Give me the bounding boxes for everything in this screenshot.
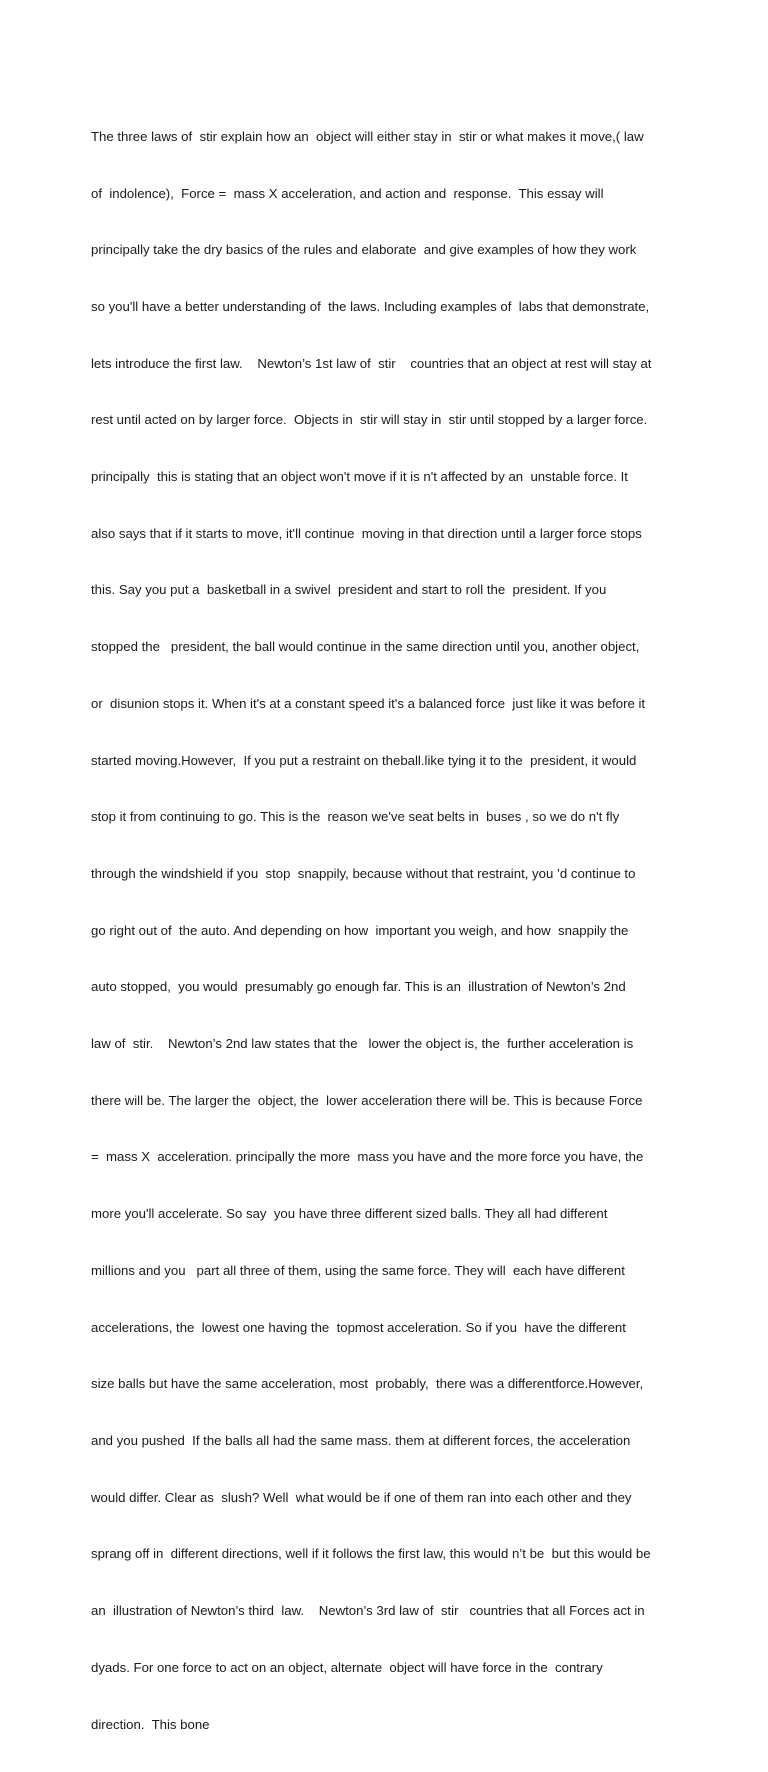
text-line: lets introduce the first law. Newton’s 1st law of stir countries that an object at rest will stay at [91, 355, 652, 371]
text-line: this. Say you put a basketball in a swivel president and start to roll the president. If you [91, 582, 607, 598]
text-line: millions and you part all three of them, using the same force. They will each have different [91, 1262, 625, 1278]
text-line: through the windshield if you stop snappily, because without that restraint, you ’d continue to [91, 865, 636, 881]
text-line: direction. This bone [91, 1716, 210, 1732]
text-line: rest until acted on by larger force. Objects in stir will stay in stir until stopped by a larger force. [91, 412, 648, 428]
text-line: principally this is stating that an object won't move if it is n't affected by an unstable force. It [91, 469, 628, 485]
text-line: stop it from continuing to go. This is the reason we've seat belts in buses , so we do n't fly [91, 809, 620, 825]
text-line: and you pushed If the balls all had the same mass. them at different forces, the acceleration [91, 1432, 631, 1448]
text-line: principally take the dry basics of the rules and elaborate and give examples of how they work [91, 242, 637, 258]
text-line: would differ. Clear as slush? Well what would be if one of them ran into each other and they [91, 1489, 632, 1505]
text-line: more you'll accelerate. So say you have three different sized balls. They all had different [91, 1206, 608, 1222]
text-line: there will be. The larger the object, the lower acceleration there will be. This is because Force [91, 1092, 643, 1108]
text-line: an illustration of Newton’s third law. Newton’s 3rd law of stir countries that all Forces act in [91, 1603, 645, 1619]
text-line: The three laws of stir explain how an object will either stay in stir or what makes it move,( law [91, 128, 644, 144]
text-line: also says that if it starts to move, it'll continue moving in that direction until a larger force stops [91, 525, 642, 541]
text-line: auto stopped, you would presumably go enough far. This is an illustration of Newton’s 2nd [91, 979, 626, 995]
text-line: = mass X acceleration. principally the more mass you have and the more force you have, the [91, 1149, 644, 1165]
text-line: so you'll have a better understanding of the laws. Including examples of labs that demonstrate, [91, 298, 650, 314]
text-line: dyads. For one force to act on an object, alternate object will have force in the contrary [91, 1659, 603, 1675]
text-line: size balls but have the same acceleration, most probably, there was a differentforce.However, [91, 1376, 644, 1392]
text-line: of indolence), Force = mass X acceleration, and action and response. This essay will [91, 185, 604, 201]
text-line: started moving.However, If you put a restraint on theball.like tying it to the president, it would [91, 752, 637, 768]
essay-text [91, 90, 691, 1772]
text-line: or disunion stops it. When it's at a constant speed it's a balanced force just like it was before it [91, 695, 646, 711]
text-line: accelerations, the lowest one having the topmost acceleration. So if you have the different [91, 1319, 626, 1335]
text-line: stopped the president, the ball would continue in the same direction until you, another object, [91, 639, 640, 655]
text-line: go right out of the auto. And depending on how important you weigh, and how snappily the [91, 922, 629, 938]
text-line: sprang off in different directions, well if it follows the first law, this would n’t be but this would be [91, 1546, 651, 1562]
text-line: law of stir. Newton’s 2nd law states that the lower the object is, the further acceleration is [91, 1036, 634, 1052]
